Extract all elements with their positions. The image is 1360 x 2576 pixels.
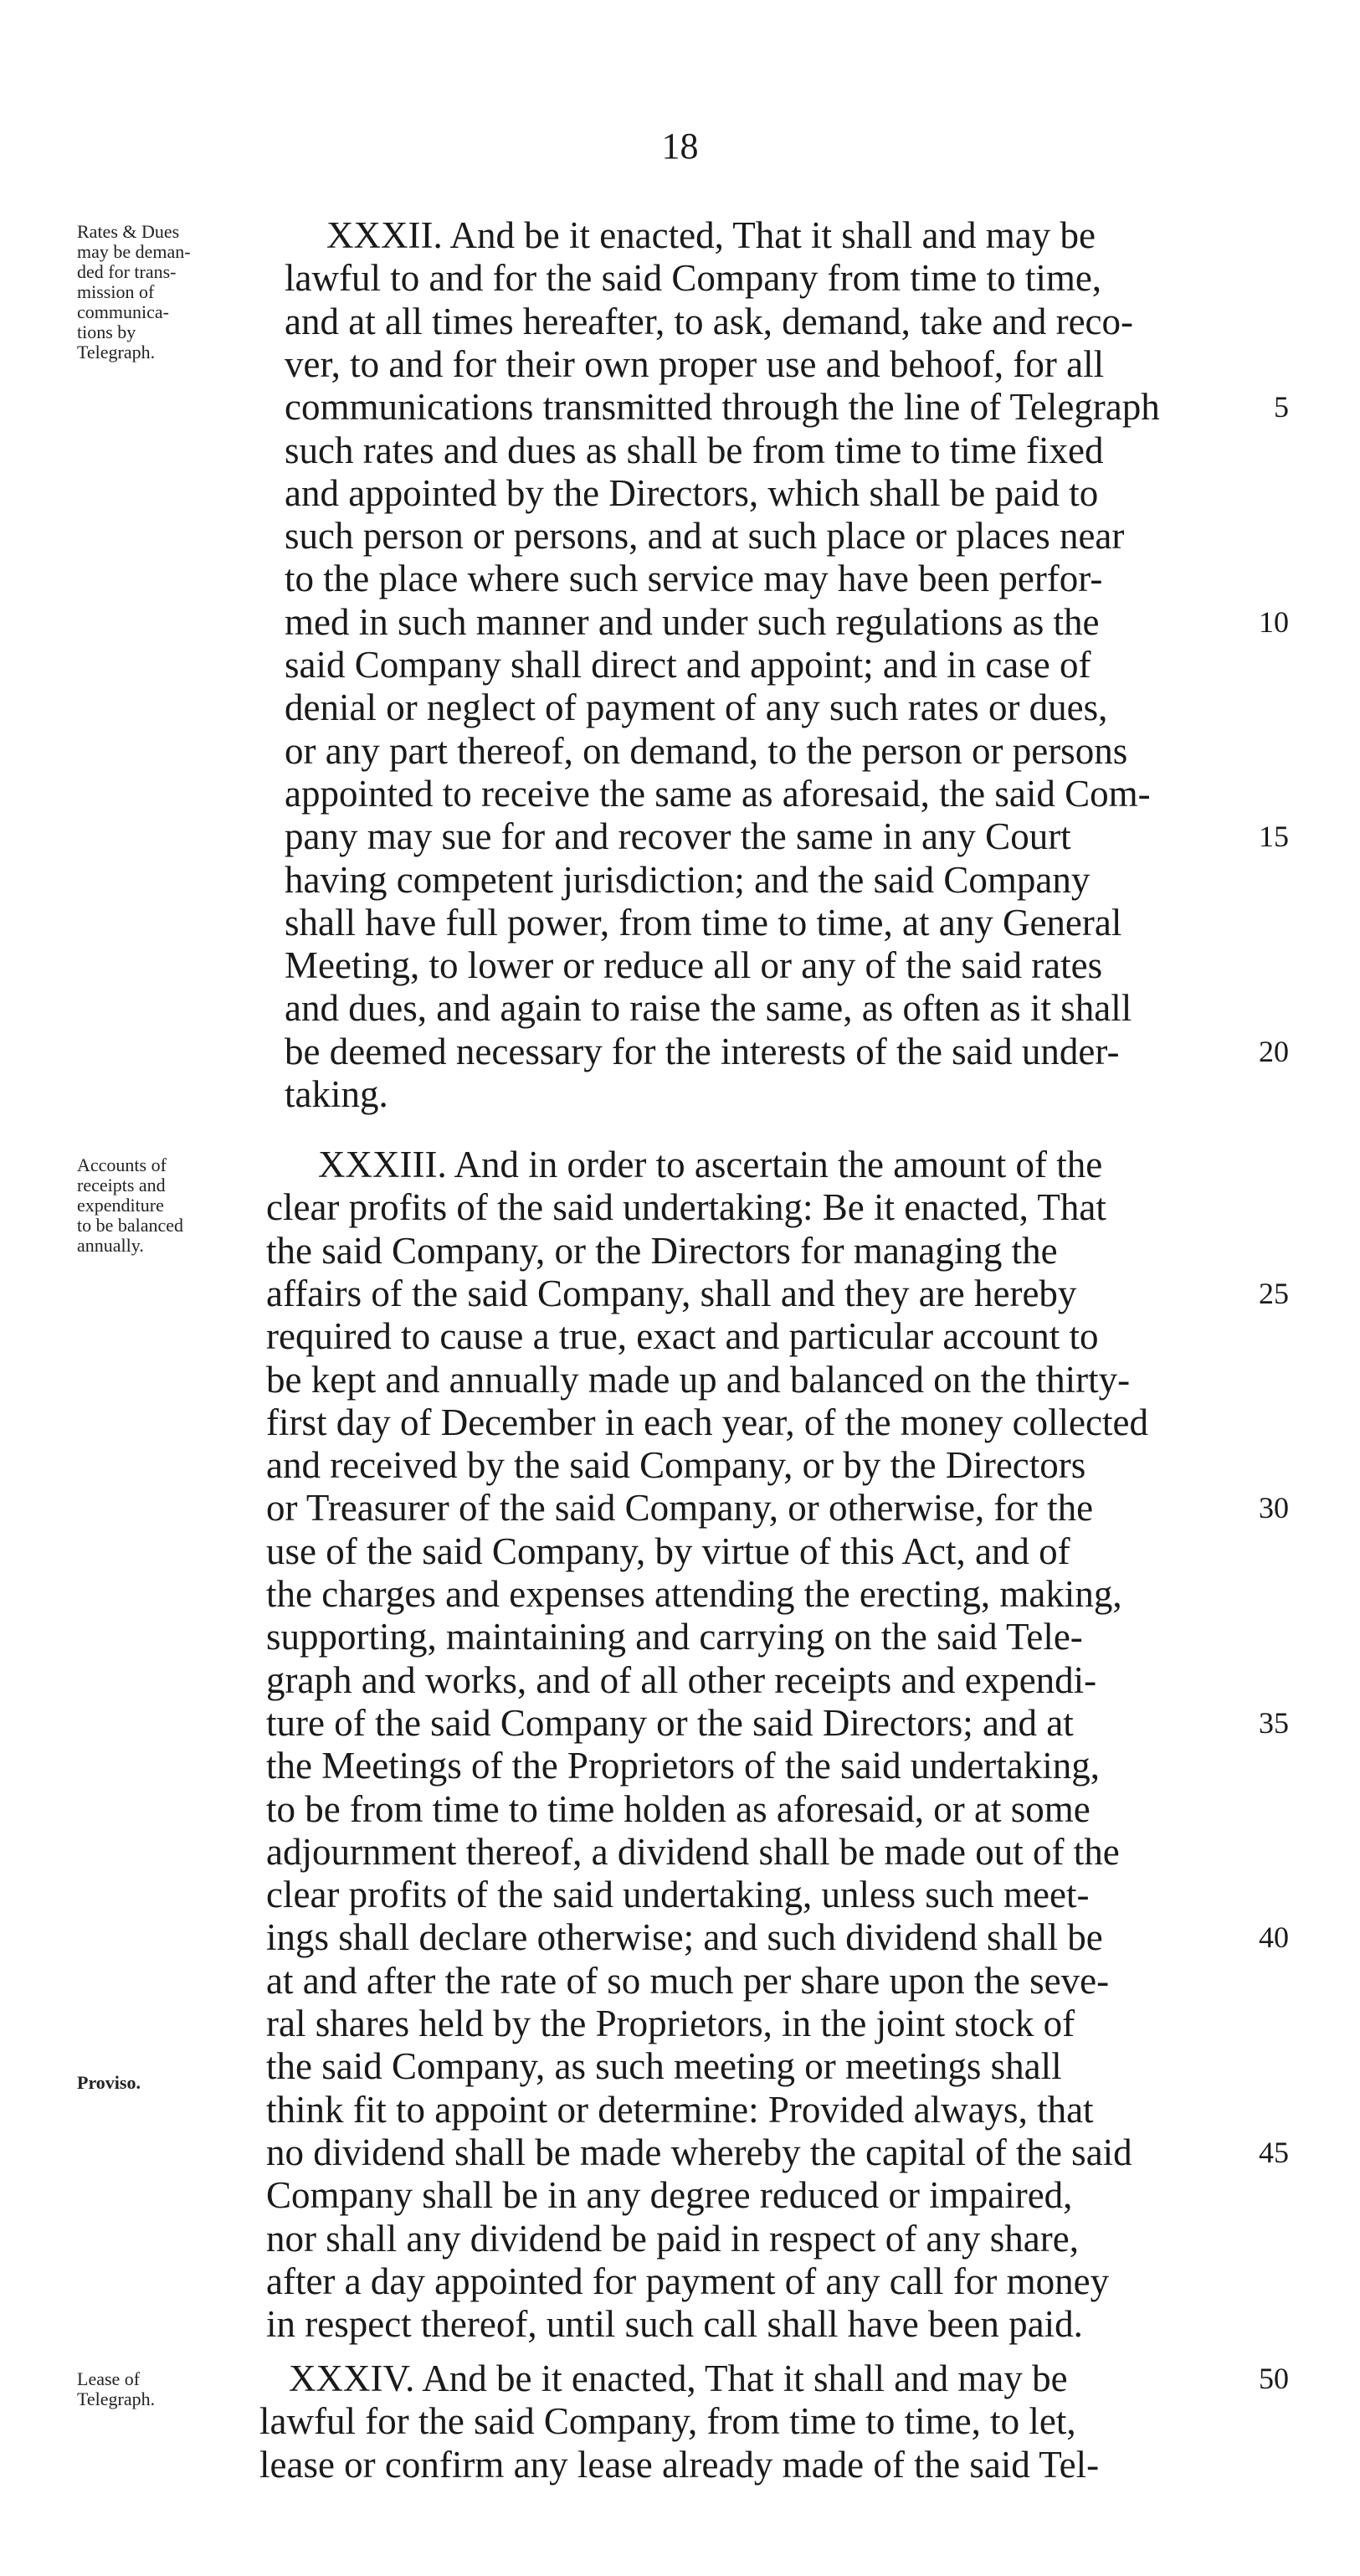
text-line: or Treasurer of the said Company, or otherwise, for the [266,1487,1094,1530]
text-line: first day of December in each year, of the money collected [266,1401,1148,1443]
text-line: be kept and annually made up and balanced on the thirty- [266,1358,1131,1401]
text-line: supporting, maintaining and carrying on the said Tele- [266,1616,1083,1658]
text-line: graph and works, and of all other receipts and expendi- [266,1658,1097,1701]
text-line: or any part thereof, on demand, to the person or persons [285,729,1128,772]
margin-note: Rates & Dues may be deman- ded for trans- mission of communica- tions by Telegraph. [77,221,191,362]
page-number: 18 [661,126,699,167]
text-line: adjournment thereof, a dividend shall be made out of the [266,1830,1120,1873]
text-line: appointed to receive the same as aforesaid, the said Com- [285,772,1151,815]
text-line: clear profits of the said undertaking: Be it enacted, That [266,1186,1106,1229]
text-line: such rates and dues as shall be from time to time fixed [285,429,1104,471]
text-line: no dividend shall be made whereby the capital of the said [266,2131,1132,2173]
text-line: and dues, and again to raise the same, as often as it shall [285,987,1132,1030]
text-line: Company shall be in any degree reduced or impaired, [266,2174,1073,2217]
text-line: affairs of the said Company, shall and they are hereby [266,1272,1077,1314]
text-line: communications transmitted through the line of Telegraph [285,386,1160,429]
text-line: clear profits of the said undertaking, unless such meet- [266,1874,1090,1916]
text-line: denial or neglect of payment of any such rates or dues, [285,686,1108,729]
text-line: XXXIV. And be it enacted, That it shall and may be [289,2357,1068,2399]
line-number: 25 [1259,1276,1289,1310]
text-line: med in such manner and under such regulations as the [285,600,1100,643]
text-line: ver, to and for their own proper use and behoof, for all [285,342,1105,385]
text-line: the charges and expenses attending the erecting, making, [266,1573,1122,1615]
margin-note: Lease of Telegraph. [77,2368,156,2409]
text-line: and at all times hereafter, to ask, demand, take and reco- [285,300,1133,342]
text-line: such person or persons, and at such place or places near [285,515,1125,558]
line-number: 50 [1259,2362,1289,2395]
text-line: ral shares held by the Proprietors, in the joint stock of [266,2003,1075,2044]
text-line: lease or confirm any lease already made of the said Tel- [259,2443,1100,2486]
text-line: ings shall declare otherwise; and such dividend shall be [266,1916,1103,1959]
text-line: in respect thereof, until such call shall have been paid. [266,2303,1083,2346]
text-line: having competent jurisdiction; and the said Company [285,858,1091,901]
text-line: shall have full power, from time to time, at any General [285,901,1122,944]
text-line: the said Company, as such meeting or meetings shall [266,2045,1062,2088]
text-line: XXXII. And be it enacted, That it shall and may be [326,214,1096,256]
text-line: use of the said Company, by virtue of this Act, and of [266,1530,1070,1572]
line-number: 45 [1259,2135,1289,2169]
text-line: lawful for the said Company, from time to time, to let, [259,2400,1076,2443]
line-number: 40 [1259,1920,1289,1955]
proviso-note: Proviso. [77,2072,141,2093]
margin-note: Accounts of receipts and expenditure to be balanced annually. [77,1154,184,1256]
text-line: be deemed necessary for the interests of the said under- [285,1030,1120,1072]
text-line: said Company shall direct and appoint; and in case of [285,644,1091,686]
text-line: pany may sue for and recover the same in any Court [285,815,1071,858]
line-number: 35 [1259,1705,1289,1740]
text-line: to the place where such service may have been perfor- [285,558,1103,600]
line-number: 15 [1259,820,1289,854]
line-number: 5 [1274,390,1289,424]
text-line: the Meetings of the Proprietors of the said undertaking, [266,1745,1101,1787]
text-line: and received by the said Company, or by the Directors [266,1444,1086,1487]
text-line: required to cause a true, exact and particular account to [266,1315,1099,1358]
line-number: 10 [1259,604,1289,639]
line-number: 30 [1259,1491,1289,1525]
text-line: and appointed by the Directors, which shall be paid to [285,471,1099,514]
text-line: Meeting, to lower or reduce all or any of the said rates [285,944,1103,987]
text-line: ture of the said Company or the said Directors; and at [266,1701,1074,1744]
text-line: nor shall any dividend be paid in respect of any share, [266,2217,1079,2260]
text-line: think fit to appoint or determine: Provided always, that [266,2088,1094,2131]
text-line: at and after the rate of so much per share upon the seve- [266,1959,1110,2002]
text-line: taking. [285,1073,388,1115]
text-line: the said Company, or the Directors for managing the [266,1229,1058,1272]
text-line: XXXIII. And in order to ascertain the amount of the [318,1144,1103,1185]
text-line: to be from time to time holden as aforesaid, or at some [266,1787,1091,1830]
line-number: 20 [1259,1034,1289,1068]
text-line: lawful to and for the said Company from time to time, [285,257,1102,300]
text-line: after a day appointed for payment of any call for money [266,2260,1110,2302]
